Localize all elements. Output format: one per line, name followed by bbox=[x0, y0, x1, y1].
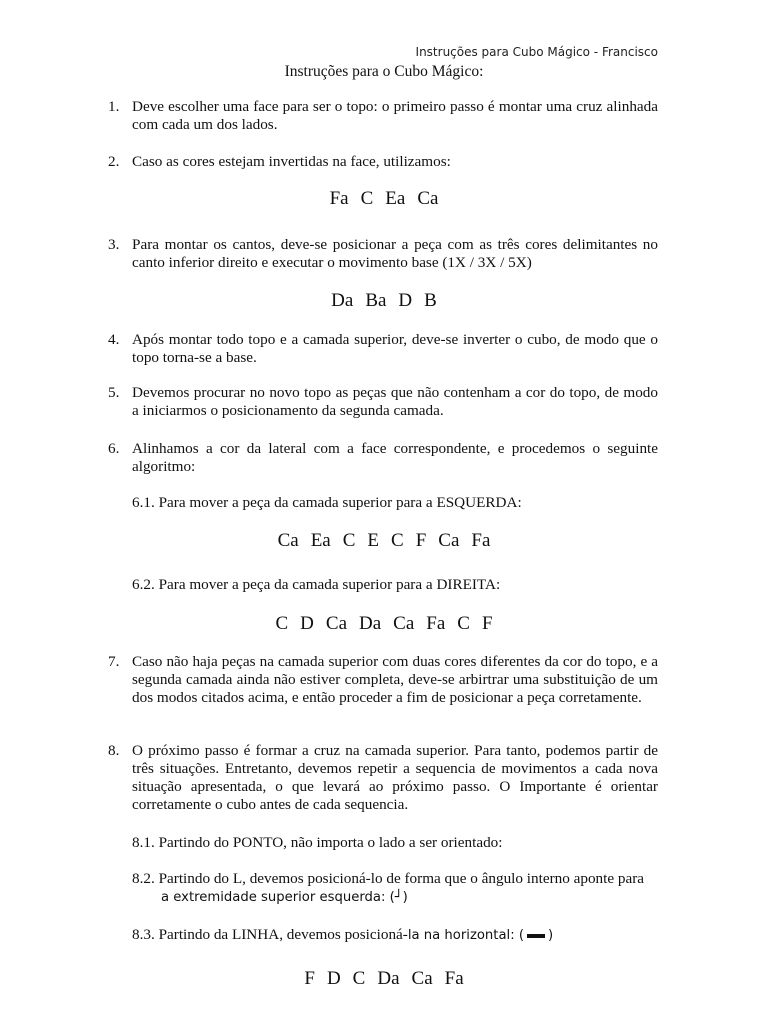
move: Ca bbox=[417, 188, 439, 209]
item-number: 5. bbox=[108, 384, 120, 401]
move: Fa bbox=[471, 530, 491, 551]
move: Ca bbox=[438, 530, 460, 551]
move: B bbox=[424, 290, 437, 311]
move: C bbox=[342, 530, 356, 551]
subitem-text: 6.1. Para mover a peça da camada superior para a ESQUERDA: bbox=[132, 494, 522, 511]
subitem-text-sans: la na horizontal: ( bbox=[407, 928, 524, 943]
horizontal-line-icon bbox=[527, 934, 545, 938]
move-sequence bbox=[0, 290, 768, 312]
item-text: Caso as cores estejam invertidas na face, utilizamos: bbox=[132, 153, 451, 170]
document-title: Instruções para o Cubo Mágico: bbox=[284, 63, 484, 80]
move: C bbox=[457, 613, 470, 634]
move: D bbox=[326, 968, 341, 989]
list-item bbox=[108, 236, 658, 272]
move: Ca bbox=[277, 530, 299, 551]
item-text: O próximo passo é formar a cruz na camada superior. Para tanto, podemos partir de três situações. Entretanto, devemos repetir a sequencia de movimentos a cada nova situação apresentada, o que levará ao próximo passo. O Importante é orientar corretamente o cubo antes de cada sequencia. bbox=[132, 742, 658, 813]
item-number: 7. bbox=[108, 653, 120, 670]
subitem bbox=[132, 834, 658, 852]
move: Fa bbox=[444, 968, 464, 989]
move: Ca bbox=[325, 613, 347, 634]
item-text: Para montar os cantos, deve-se posicionar a peça com as três cores delimitantes no canto inferior direito e executar o movimento base (1X / 3X / 5X) bbox=[132, 236, 658, 271]
move: Da bbox=[359, 613, 382, 634]
list-item bbox=[108, 153, 658, 171]
move-sequence bbox=[0, 188, 768, 210]
subitem bbox=[132, 926, 658, 945]
move: Fa bbox=[426, 613, 446, 634]
item-text: Devemos procurar no novo topo as peças que não contenham a cor do topo, de modo a iniciarmos o posicionamento da segunda camada. bbox=[132, 384, 658, 419]
move: E bbox=[367, 530, 380, 551]
list-item bbox=[108, 440, 658, 476]
move-sequence bbox=[0, 968, 768, 990]
move: Fa bbox=[329, 188, 349, 209]
subitem-text: 6.2. Para mover a peça da camada superior para a DIREITA: bbox=[132, 576, 501, 593]
item-text: Deve escolher uma face para ser o topo: o primeiro passo é montar uma cruz alinhada com cada um dos lados. bbox=[132, 98, 658, 133]
list-item bbox=[108, 331, 658, 367]
item-number: 8. bbox=[108, 742, 120, 759]
move: Ea bbox=[385, 188, 406, 209]
list-item bbox=[108, 98, 658, 134]
item-number: 1. bbox=[108, 98, 120, 115]
move-sequence bbox=[0, 613, 768, 635]
subitem-text: 8.1. Partindo do PONTO, não importa o lado a ser orientado: bbox=[132, 834, 503, 851]
move: D bbox=[398, 290, 413, 311]
subitem-text-sans: a extremidade superior esquerda: ( bbox=[161, 890, 395, 905]
subitem bbox=[132, 494, 658, 512]
move: Da bbox=[331, 290, 354, 311]
subitem-text: 8.2. Partindo do L, devemos posicioná-lo de forma que o ângulo interno aponte para bbox=[132, 870, 645, 887]
subitem-continuation bbox=[132, 888, 658, 907]
item-text: Após montar todo topo e a camada superior, deve-se inverter o cubo, de modo que o topo torna-se a base. bbox=[132, 331, 658, 366]
subitem bbox=[132, 870, 658, 907]
move: Ca bbox=[393, 613, 415, 634]
move: F bbox=[304, 968, 315, 989]
list-item bbox=[108, 742, 658, 814]
move: Da bbox=[377, 968, 400, 989]
item-text: Alinhamos a cor da lateral com a face correspondente, e procedemos o seguinte algoritmo: bbox=[132, 440, 658, 475]
subitem bbox=[132, 576, 658, 594]
item-text: Caso não haja peças na camada superior com duas cores diferentes da cor do topo, e a segunda camada ainda não estiver completa, deve-se arbirtrar uma substituição de um dos modos citados acima, e então proceder a fim de posicionar a peça corretamente. bbox=[132, 653, 658, 706]
item-number: 6. bbox=[108, 440, 120, 457]
move: F bbox=[481, 613, 493, 634]
move: C bbox=[360, 188, 374, 209]
move: C bbox=[352, 968, 366, 989]
move: C bbox=[391, 530, 404, 551]
item-number: 4. bbox=[108, 331, 120, 348]
item-number: 2. bbox=[108, 153, 120, 170]
running-header: Instruções para Cubo Mágico - Francisco bbox=[415, 45, 658, 59]
item-number: 3. bbox=[108, 236, 120, 253]
move: Ca bbox=[411, 968, 433, 989]
move: Ea bbox=[310, 530, 331, 551]
subitem-text: 8.3. Partindo da LINHA, devemos posicioná- bbox=[132, 926, 408, 943]
subitem-close-paren: ) bbox=[402, 890, 408, 905]
move: F bbox=[415, 530, 427, 551]
move-sequence bbox=[0, 530, 768, 552]
move: D bbox=[300, 613, 314, 634]
corner-symbol-icon: ┘ bbox=[394, 890, 403, 905]
move: C bbox=[275, 613, 289, 634]
list-item bbox=[108, 653, 658, 707]
list-item bbox=[108, 384, 658, 420]
move: Ba bbox=[365, 290, 387, 311]
subitem-close-paren: ) bbox=[547, 928, 554, 943]
